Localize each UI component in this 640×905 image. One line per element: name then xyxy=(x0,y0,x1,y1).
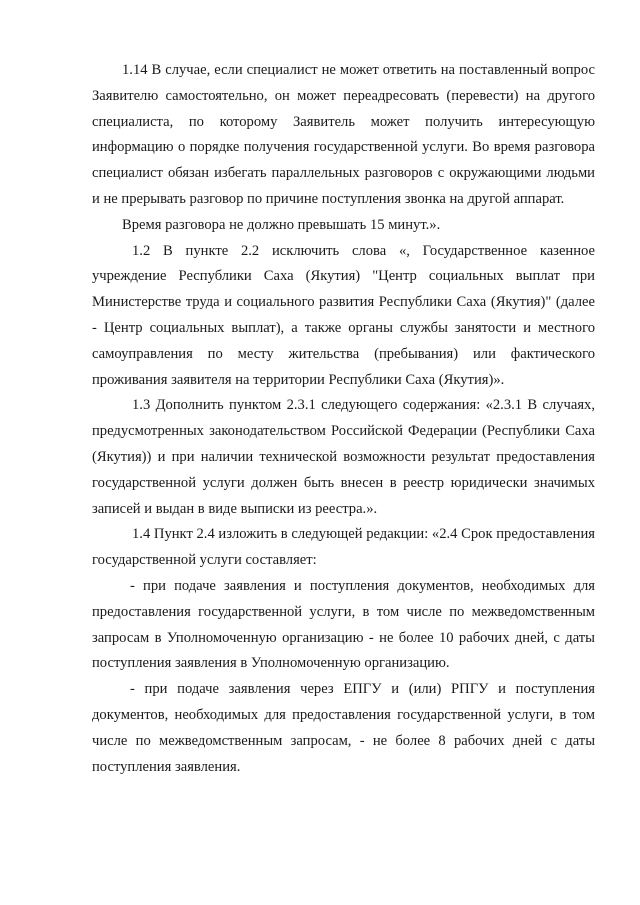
paragraph-1-14: 1.14 В случае, если специалист не может ответить на поставленный вопрос Заявителю самостоятельно, он может переадресовать (перевести) на другого специалиста, по которому Заявитель может получить интересующую информацию о порядке получения государственной услуги. Во время разговора специалист обязан избегать параллельных разговоров с окружающими людьми и не прерывать разговор по причине поступления звонка на другой аппарат. xyxy=(92,62,595,207)
paragraph-1-2: 1.2 В пункте 2.2 исключить слова «, Государственное казенное учреждение Республики Саха (Якутия) "Центр социальных выплат при Министерстве труда и социального развития Республики Саха (Якутия)" (далее - Центр социальных выплат), а также органы службы занятости и местного самоуправления по месту жительства (пребывания) или фактического проживания заявителя на территории Республики Саха (Якутия)». xyxy=(92,242,595,388)
list-item-term-8-days: - при подаче заявления через ЕПГУ и (или) РПГУ и поступления документов, необходимых для предоставления государственной услуги, в том числе по межведомственным запросам, - не более 8 рабочих дней с даты поступления заявления. xyxy=(92,681,595,775)
document-body xyxy=(92,58,595,780)
list-item-term-10-days: - при подаче заявления и поступления документов, необходимых для предоставления государственной услуги, в том числе по межведомственным запросам в Уполномоченную организацию - не более 10 рабочих дней, с даты поступления заявления в Уполномоченную организацию. xyxy=(92,577,595,672)
paragraph-1-4: 1.4 Пункт 2.4 изложить в следующей редакции: «2.4 Срок предоставления государственной услуги составляет: xyxy=(92,526,595,569)
paragraph-call-duration: Время разговора не должно превышать 15 минут.». xyxy=(122,216,441,233)
paragraph-1-3: 1.3 Дополнить пунктом 2.3.1 следующего содержания: «2.3.1 В случаях, предусмотренных законодательством Российской Федерации (Республики Саха (Якутия)) и при наличии технической возможности результат предоставления государственной услуги должен быть внесен в реестр юридически значимых записей и выдан в виде выписки из реестра.». xyxy=(92,397,595,517)
